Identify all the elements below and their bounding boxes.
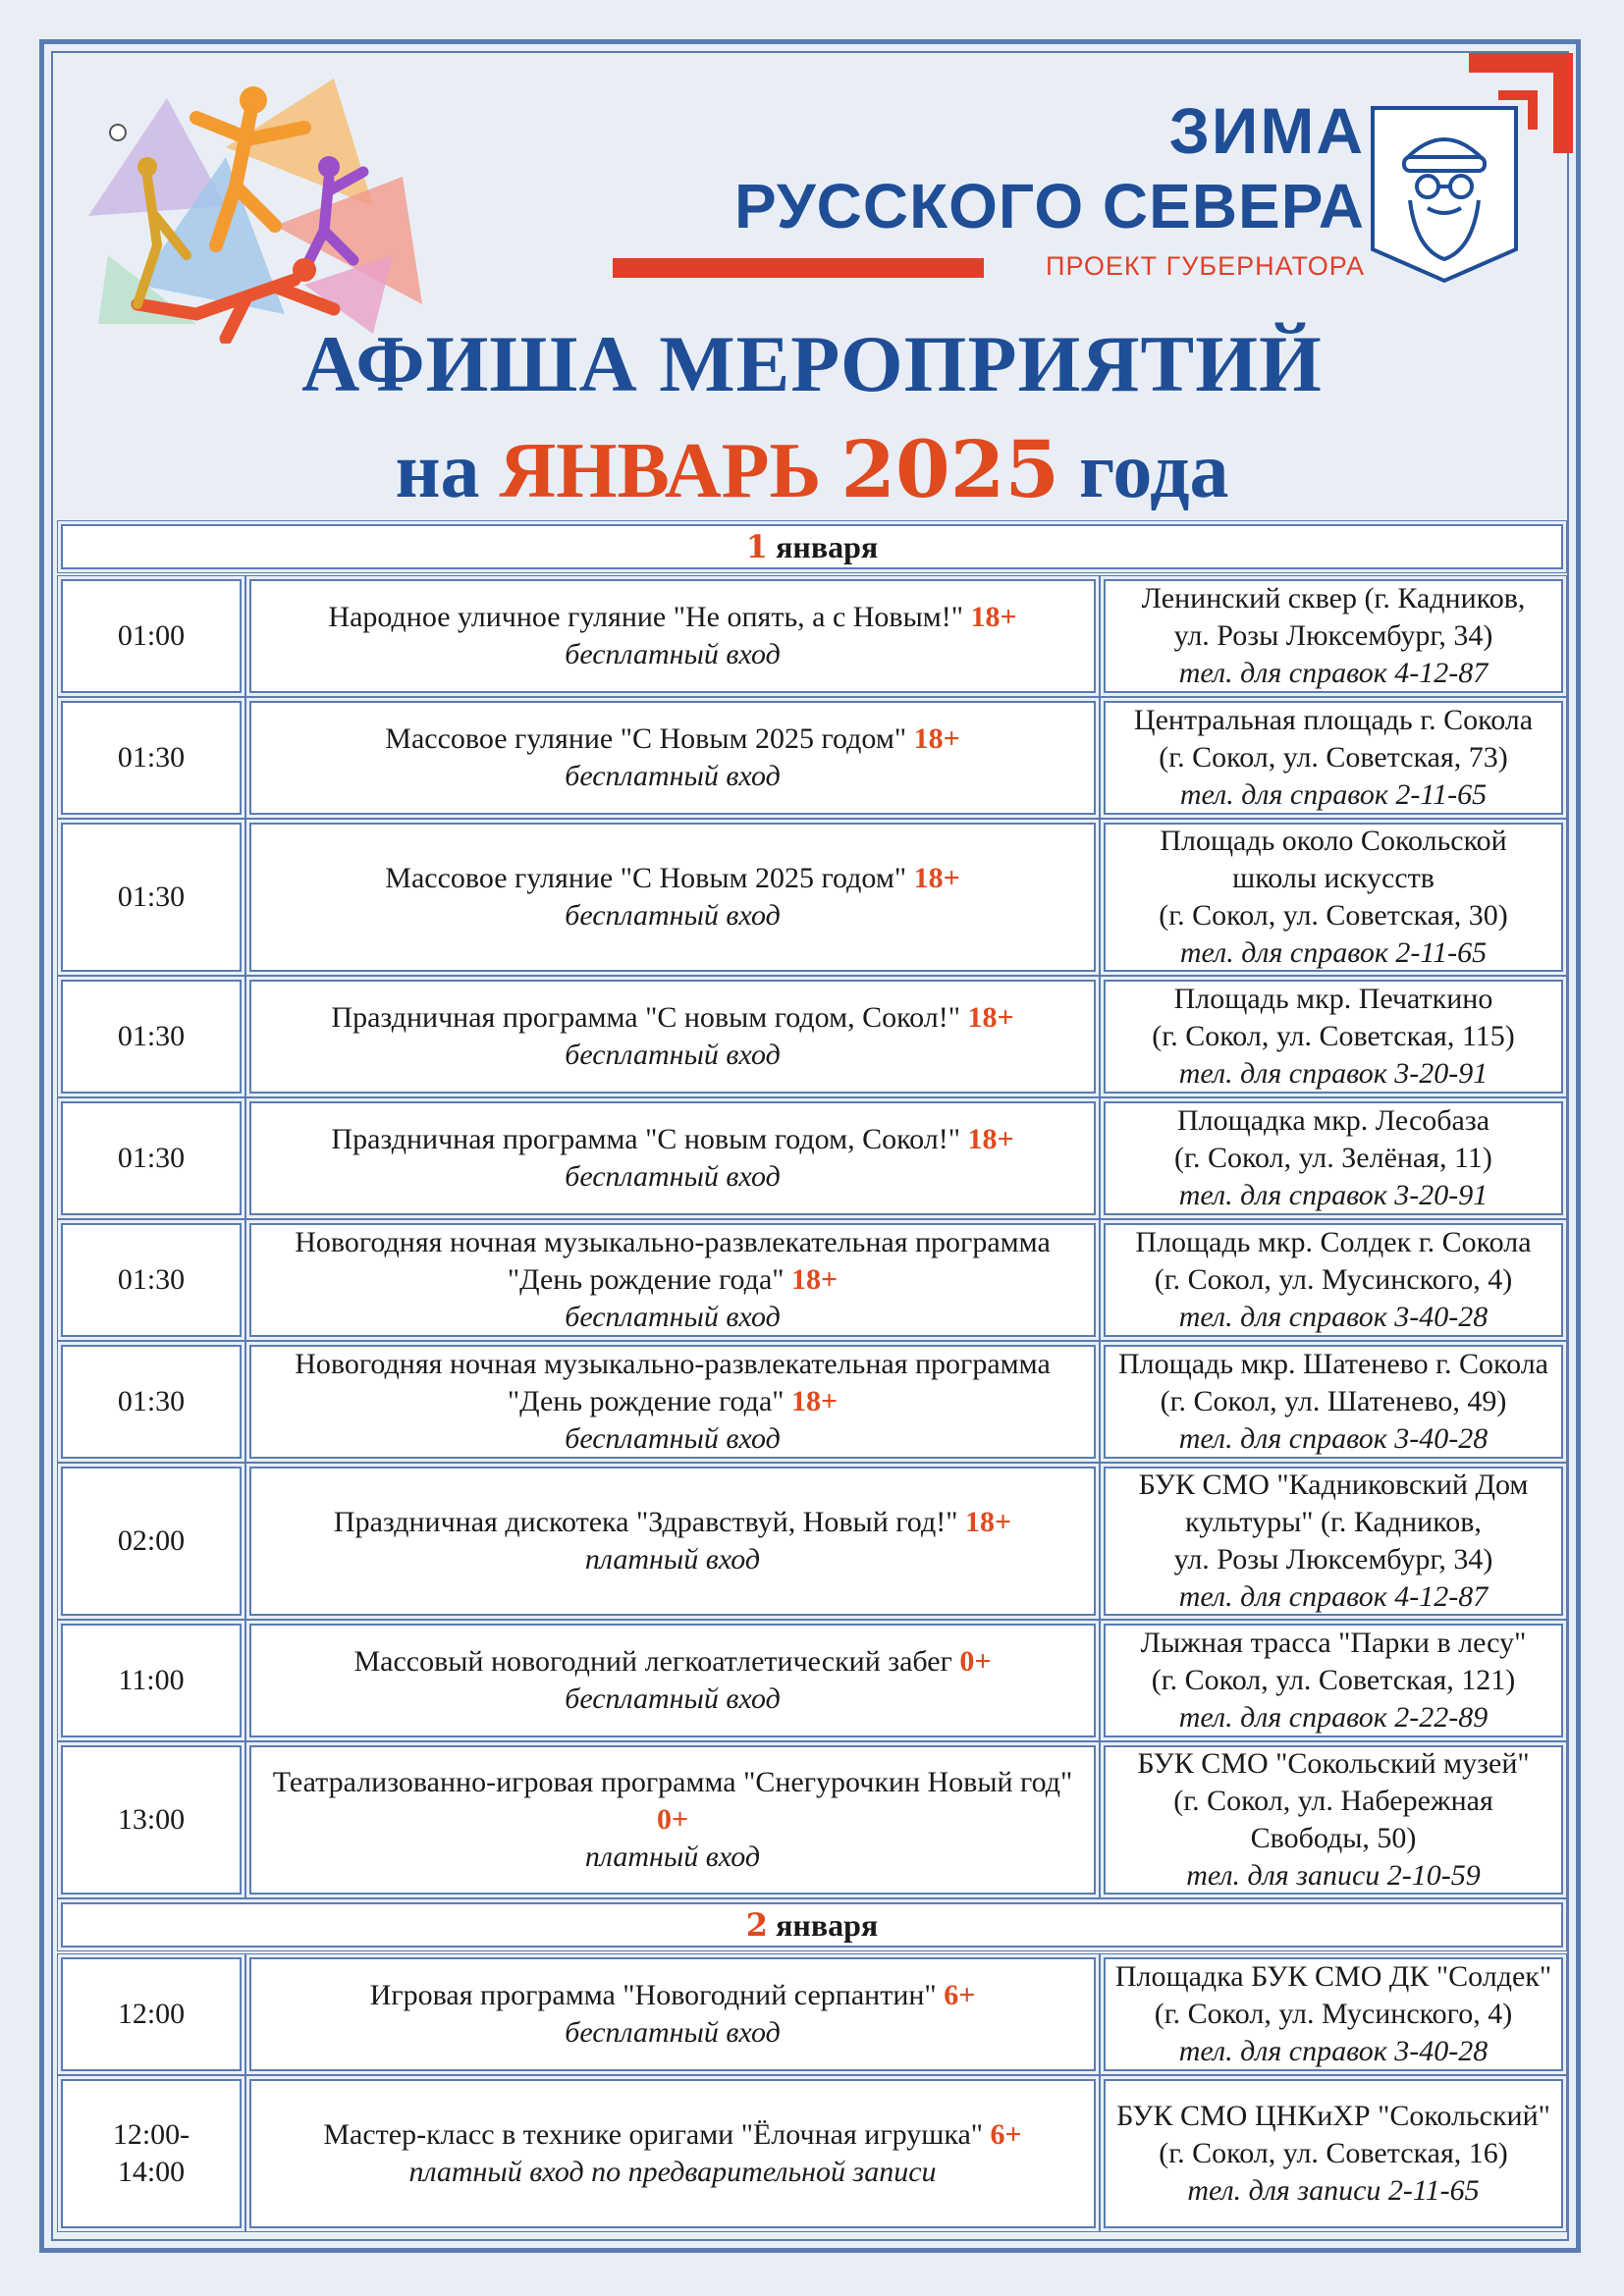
entry-type: бесплатный вход (565, 899, 781, 932)
event-time: 01:30 (61, 1101, 242, 1215)
title-suffix: года (1079, 428, 1229, 514)
page-subtitle (0, 423, 1624, 515)
table-row (53, 980, 1571, 1094)
event-time: 01:30 (61, 1223, 242, 1337)
venue-line: (г. Сокол, ул. Советская, 115) (1152, 1020, 1515, 1052)
event-title: Праздничная дискотека "Здравствуй, Новый год!" (333, 1506, 958, 1538)
entry-type: бесплатный вход (565, 2016, 781, 2049)
venue-line: БУК СМО ЦНКиХР "Сокольский" (1116, 2100, 1550, 2132)
brand-line-1: ЗИМА (1168, 94, 1365, 167)
venue-phone: тел. для справок 4-12-87 (1178, 1580, 1489, 1613)
age-rating: 18+ (970, 601, 1017, 633)
age-rating: 18+ (913, 722, 960, 755)
event-venue (1104, 1101, 1563, 1215)
event-title: Народное уличное гуляние "Не опять, а с Новым!" (328, 601, 963, 633)
event-description (249, 1345, 1096, 1459)
table-row (53, 2079, 1571, 2228)
venue-phone: тел. для справок 2-11-65 (1179, 936, 1488, 969)
event-description (249, 980, 1096, 1094)
event-title: Театрализованно-игровая программа "Снегурочкин Новый год" (272, 1766, 1073, 1798)
venue-line: Площадка мкр. Лесобаза (1176, 1104, 1490, 1137)
event-title: Новогодняя ночная музыкально-развлекательная программа "День рождение года" (295, 1348, 1051, 1417)
venue-phone: тел. для справок 3-20-91 (1178, 1179, 1489, 1211)
age-rating: 6+ (944, 1979, 976, 2011)
sports-illustration (79, 59, 432, 344)
table-row (53, 823, 1571, 972)
event-description (249, 579, 1096, 693)
table-row (53, 701, 1571, 815)
venue-line: (г. Сокол, ул. Мусинского, 4) (1154, 1998, 1513, 2030)
event-description (249, 701, 1096, 815)
title-month: ЯНВАРЬ (499, 428, 822, 514)
entry-type: платный вход по предварительной записи (408, 2156, 937, 2188)
venue-phone: тел. для справок 4-12-87 (1178, 657, 1489, 689)
event-time: 13:00 (61, 1745, 242, 1895)
event-venue (1104, 823, 1563, 972)
venue-line: Свободы, 50) (1250, 1822, 1417, 1854)
brand-subtitle: ПРОЕКТ ГУБЕРНАТОРА (1046, 251, 1365, 281)
corner-arrow-icon (1459, 51, 1575, 155)
page-title: АФИША МЕРОПРИЯТИЙ (301, 319, 1323, 408)
entry-type: бесплатный вход (565, 1301, 781, 1333)
venue-line: культуры" (г. Кадников, (1185, 1506, 1482, 1538)
venue-line: школы искусств (1232, 862, 1435, 894)
event-venue (1104, 1745, 1563, 1895)
day-number: 1 (745, 528, 769, 565)
entry-type: платный вход (584, 1543, 761, 1575)
event-venue (1104, 980, 1563, 1094)
table-row (53, 579, 1571, 693)
venue-line: Площадь мкр. Печаткино (1173, 983, 1493, 1015)
event-description (249, 1624, 1096, 1737)
table-row (53, 1223, 1571, 1337)
title-year: 2025 (840, 423, 1060, 515)
event-time: 01:30 (61, 1345, 242, 1459)
table-row (53, 1101, 1571, 1215)
event-description (249, 1101, 1096, 1215)
entry-type: бесплатный вход (565, 638, 781, 670)
event-time: 01:30 (61, 980, 242, 1094)
event-time: 12:00- 14:00 (61, 2079, 242, 2228)
day-number: 2 (745, 1906, 769, 1944)
entry-type: бесплатный вход (565, 760, 781, 792)
entry-type: платный вход (584, 1841, 761, 1873)
venue-line: (г. Сокол, ул. Шатенево, 49) (1160, 1385, 1507, 1417)
event-title: Массовое гуляние "С Новым 2025 годом" (385, 862, 907, 894)
venue-line: (г. Сокол, ул. Советская, 73) (1159, 741, 1508, 774)
venue-line: Площадь мкр. Солдек г. Сокола (1135, 1226, 1532, 1258)
entry-type: бесплатный вход (565, 1160, 781, 1193)
event-time: 01:00 (61, 579, 242, 693)
event-description (249, 2079, 1096, 2228)
venue-line: Площадь около Сокольской (1160, 825, 1507, 857)
event-venue (1104, 1345, 1563, 1459)
venue-phone: тел. для справок 3-20-91 (1178, 1057, 1489, 1090)
venue-phone: тел. для справок 3-40-28 (1178, 1422, 1489, 1455)
venue-line: Лыжная трасса "Парки в лесу" (1140, 1627, 1527, 1659)
event-description (249, 823, 1096, 972)
events-table (53, 518, 1571, 2234)
event-time: 02:00 (61, 1467, 242, 1616)
event-description (249, 1467, 1096, 1616)
age-rating: 18+ (791, 1385, 839, 1417)
table-row (53, 1624, 1571, 1737)
event-title: Новогодняя ночная музыкально-развлекательная программа "День рождение года" (295, 1226, 1051, 1296)
venue-phone: тел. для справок 3-40-28 (1178, 1301, 1489, 1333)
day-label: января (776, 1907, 879, 1943)
venue-line: БУК СМО "Кадниковский Дом (1138, 1468, 1529, 1501)
entry-type: бесплатный вход (565, 1039, 781, 1071)
age-rating: 0+ (656, 1803, 689, 1836)
event-description (249, 1745, 1096, 1895)
venue-phone: тел. для справок 2-11-65 (1179, 778, 1488, 811)
venue-line: (г. Сокол, ул. Советская, 30) (1159, 899, 1508, 932)
brand-logo (609, 94, 1365, 294)
venue-phone: тел. для записи 2-10-59 (1186, 1859, 1481, 1892)
venue-line: ул. Розы Люксембург, 34) (1173, 1543, 1493, 1575)
venue-phone: тел. для справок 2-22-89 (1178, 1701, 1489, 1734)
entry-type: бесплатный вход (565, 1422, 781, 1455)
event-venue (1104, 1957, 1563, 2071)
entry-type: бесплатный вход (565, 1682, 781, 1715)
venue-line: ул. Розы Люксембург, 34) (1173, 619, 1493, 652)
age-rating: 18+ (791, 1263, 839, 1296)
event-venue (1104, 701, 1563, 815)
day-header-1 (61, 524, 1563, 569)
venue-line: (г. Сокол, ул. Набережная (1173, 1785, 1493, 1817)
venue-line: Площадка БУК СМО ДК "Солдек" (1114, 1960, 1552, 1993)
event-title: Игровая программа "Новогодний серпантин" (369, 1979, 937, 2011)
venue-line: (г. Сокол, ул. Советская, 16) (1159, 2137, 1508, 2169)
venue-line: БУК СМО "Сокольский музей" (1137, 1747, 1530, 1780)
venue-line: Ленинский сквер (г. Кадников, (1141, 582, 1526, 614)
venue-line: (г. Сокол, ул. Советская, 121) (1151, 1664, 1516, 1696)
day-header-2 (61, 1902, 1563, 1948)
age-rating: 18+ (967, 1123, 1014, 1155)
event-description (249, 1957, 1096, 2071)
event-description (249, 1223, 1096, 1337)
event-title: Праздничная программа "С новым годом, Сокол!" (331, 1123, 960, 1155)
event-venue (1104, 2079, 1563, 2228)
venue-line: Центральная площадь г. Сокола (1133, 704, 1534, 736)
venue-line: (г. Сокол, ул. Зелёная, 11) (1174, 1142, 1492, 1174)
table-row (53, 1957, 1571, 2071)
table-row (53, 1745, 1571, 1895)
brand-line-2: РУССКОГО СЕВЕРА (733, 171, 1365, 241)
event-venue (1104, 1467, 1563, 1616)
age-rating: 0+ (959, 1645, 992, 1678)
day-label: января (776, 529, 879, 564)
event-time: 01:30 (61, 823, 242, 972)
event-title: Массовое гуляние "С Новым 2025 годом" (385, 722, 907, 755)
age-rating: 6+ (990, 2118, 1022, 2151)
event-time: 12:00 (61, 1957, 242, 2071)
venue-line: (г. Сокол, ул. Мусинского, 4) (1154, 1263, 1513, 1296)
event-time: 01:30 (61, 701, 242, 815)
table-row (53, 1345, 1571, 1459)
age-rating: 18+ (913, 862, 960, 894)
venue-phone: тел. для справок 3-40-28 (1178, 2035, 1489, 2067)
event-title: Массовый новогодний легкоатлетический забег (353, 1645, 952, 1678)
table-row (53, 1467, 1571, 1616)
event-venue (1104, 1223, 1563, 1337)
age-rating: 18+ (967, 1001, 1014, 1034)
age-rating: 18+ (964, 1506, 1012, 1538)
event-title: Мастер-класс в технике оригами "Ёлочная игрушка" (323, 2118, 984, 2151)
venue-line: Площадь мкр. Шатенево г. Сокола (1118, 1348, 1548, 1380)
venue-phone: тел. для записи 2-11-65 (1187, 2174, 1480, 2207)
brand-red-bar (613, 258, 984, 278)
event-venue (1104, 1624, 1563, 1737)
event-venue (1104, 579, 1563, 693)
title-prefix: на (395, 428, 480, 514)
event-title: Праздничная программа "С новым годом, Сокол!" (331, 1001, 960, 1034)
event-time: 11:00 (61, 1624, 242, 1737)
